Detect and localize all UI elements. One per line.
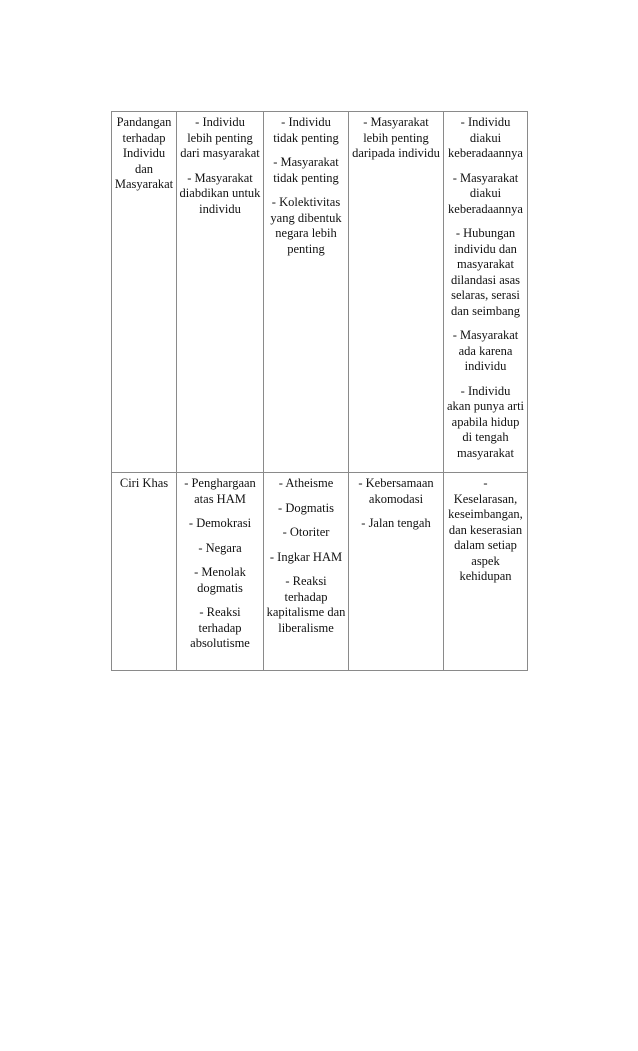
- row-header-label: Pandangan terhadap Individu dan Masyarakat: [114, 115, 174, 191]
- table-cell-komunisme: [264, 473, 349, 671]
- cell-item: - Individu tidak penting: [273, 115, 339, 145]
- table-cell-pancasila: [444, 112, 528, 473]
- table-row-pandangan: [112, 112, 528, 473]
- table-cell-liberalisme: [177, 473, 264, 671]
- table-row-ciri-khas: [112, 473, 528, 671]
- table-cell-komunisme: [264, 112, 349, 473]
- cell-item: - Individu akan punya arti apabila hidup di tengah masyarakat: [446, 383, 525, 460]
- table-cell-sosialisme: [349, 473, 444, 671]
- cell-item: - Dogmatis: [278, 500, 334, 515]
- cell-item: - Reaksi terhadap absolutisme: [190, 605, 250, 650]
- cell-item: - Masyarakat diakui keberadaannya: [448, 170, 523, 216]
- cell-item: - Masyarakat ada karena individu: [452, 328, 519, 373]
- cell-item: - Penghargaan atas HAM: [184, 476, 256, 506]
- table-cell-sosialisme: [349, 112, 444, 473]
- cell-item: - Kolektivitas yang dibentuk negara lebih penting: [270, 195, 342, 256]
- cell-item: - Jalan tengah: [361, 516, 431, 530]
- cell-item: - Negara: [198, 540, 242, 555]
- table-cell-pancasila: [444, 473, 528, 671]
- row-header-cell: [112, 473, 177, 671]
- cell-item: - Menolak dogmatis: [194, 565, 246, 595]
- row-header-cell: [112, 112, 177, 473]
- cell-item: - Kebersamaan akomodasi: [358, 476, 434, 506]
- table-cell-liberalisme: [177, 112, 264, 473]
- cell-item: - Otoriter: [282, 525, 330, 539]
- cell-item: - Masyarakat lebih penting daripada individu: [352, 115, 440, 160]
- cell-item: - Individu diakui keberadaannya: [448, 115, 523, 160]
- cell-item: - Masyarakat diabdikan untuk individu: [179, 170, 261, 216]
- comparison-table: [111, 111, 528, 671]
- cell-item: - Demokrasi: [188, 516, 252, 530]
- cell-item: - Masyarakat tidak penting: [273, 155, 339, 185]
- row-header-label: Ciri Khas: [119, 476, 169, 490]
- cell-item: - Hubungan individu dan masyarakat dilandasi asas selaras, serasi dan seimbang: [450, 226, 521, 318]
- cell-item: - Individu lebih penting dari masyarakat: [180, 115, 260, 160]
- cell-item: - Atheisme: [278, 476, 334, 490]
- cell-item: - Reaksi terhadap kapitalisme dan liberalisme: [266, 574, 346, 635]
- cell-item: - Keselarasan, keseimbangan, dan keserasian dalam setiap aspek kehidupan: [448, 476, 523, 583]
- cell-item: - Ingkar HAM: [269, 549, 343, 564]
